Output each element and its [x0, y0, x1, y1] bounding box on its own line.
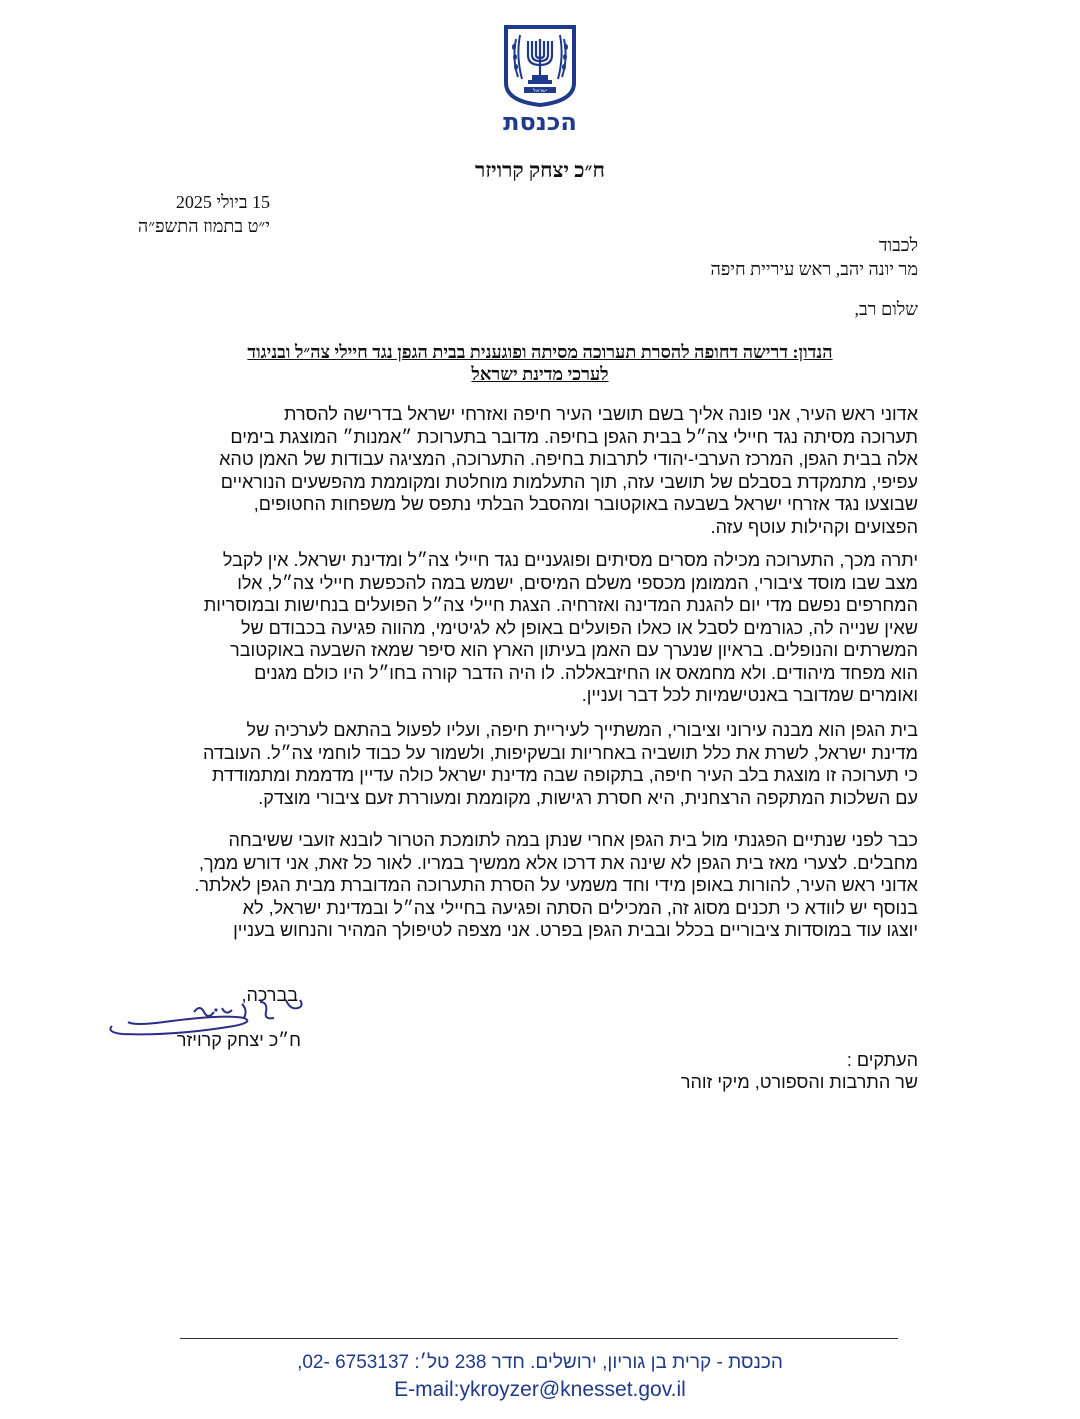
- org-name: הכנסת: [503, 108, 577, 136]
- date-gregorian: 15 ביולי 2025: [175, 192, 270, 212]
- body-paragraph: [160, 829, 918, 942]
- subject-line: לערכי מדינת ישראל: [471, 364, 609, 384]
- recipient-name: מר יונה יהב, ראש עיריית חיפה: [710, 259, 918, 279]
- footer-address: הכנסת - קרית בן גוריון, ירושלים. חדר 238 טל׳: 6753137 -02,: [297, 1352, 783, 1373]
- signer-name: ח״כ יצחק קרויזר: [176, 1030, 301, 1050]
- body-line: הפצועים וקהילות עוטף עזה.: [710, 516, 918, 537]
- body-line: כבר לפני שנתיים הפגנתי מול בית הגפן אחרי שנתן במה לתומכת הטרור לובנא זועבי ששיבחה: [228, 830, 918, 850]
- body-line: אדוני ראש העיר, להורות באופן מידי וחד משמעי על הסרת התערוכה המדוברת מבית הגפן לאלתר.: [194, 875, 918, 895]
- body-line: המחרפים נפשם מדי יום להגנת המדינה ואזרחיה. הצגת חיילי צה״ל הפועלים בנחישות ובמוסריות: [203, 595, 918, 615]
- body-paragraph: [160, 719, 918, 809]
- cc-item: שר התרבות והספורט, מיקי זוהר: [680, 1072, 918, 1092]
- footer-divider: [180, 1338, 898, 1339]
- footer-email[interactable]: E-mail:ykroyzer@knesset.gov.il: [394, 1378, 686, 1401]
- body-line: המשרתים והנופלים. בראיון שנערך עם האמן בעיתון הארץ הוא סיפר שמאז השבעה באוקטובר: [230, 640, 918, 660]
- closing-blessing: בברכה,: [241, 985, 298, 1005]
- body-line: תערוכה מסיתה נגד חיילי צה״ל בבית הגפן בחיפה. מדובר בתערוכת ״אמנות״ המוצגת בימים: [230, 426, 918, 447]
- greeting: שלום רב,: [854, 299, 918, 319]
- body-line: בית הגפן הוא מבנה עירוני וציבורי, המשתייך לעיריית חיפה, ועליו לפעול בהתאם לערכיה של: [246, 720, 918, 740]
- body-line: בנוסף יש לוודא כי תכנים מסוג זה, המכילים הסתה ופגיעה בחיילי צה״ל ובמדינת ישראל, לא: [242, 897, 918, 918]
- subject-line: הנדון: דרישה דחופה להסרת תערוכה מסיתה ופוגענית בבית הגפן נגד חיילי צה״ל ובניגוד: [247, 342, 833, 362]
- mk-name: ח״כ יצחק קרויזר: [475, 158, 605, 182]
- body-line: מדינת ישראל, לשרת את כלל תושביה באחריות ובשקיפות, ולשמור על כבוד לוחמי צה״ל. העובדה: [202, 742, 918, 763]
- body-line: יוצגו עוד במוסדות ציבוריים בכלל ובבית הגפן בפרט. אני מצפה לטיפולך המהיר והנחוש בעניין: [233, 920, 918, 940]
- knesset-menorah-emblem-icon: [502, 25, 578, 107]
- svg-text:ישראל: ישראל: [533, 88, 547, 94]
- body-line: הוא מפחד מיהודים. ולא מחמאס או החיזבאללה. לו היה הדבר קורה בחו״ל היו כולם מגנים: [254, 662, 918, 683]
- recipient-label: לכבוד: [878, 235, 918, 255]
- body-line: עפיפי, מתמקדת בסבלם של תושבי עזה, תוך התעלמות מוחלטת ומקוממת מהפשעים הנוראיים: [220, 471, 918, 492]
- body-paragraph: [160, 403, 918, 538]
- subject: [0, 341, 1080, 385]
- body-line: כי תערוכה זו מוצגת בלב העיר חיפה, בתקופה שבה מדינת ישראל כולה עדיין מדממת ומתמודדת: [211, 765, 918, 785]
- body-line: שאין שנייה לה, כגורמים לסבל או כאלו הפועלים באופן לא לגיטימי, מהווה פגיעה בכבודם של: [240, 617, 918, 638]
- body-line: אדוני ראש העיר, אני פונה אליך בשם תושבי העיר חיפה ואזרחי ישראל בדרישה להסרת: [284, 404, 918, 424]
- cc-label: העתקים :: [846, 1050, 918, 1070]
- body-paragraph: [160, 549, 918, 707]
- body-line: אלה בבית הגפן, המרכז הערבי-יהודי לתרבות בחיפה. התערוכה, המציגה עבודות של האמן טהא: [219, 449, 918, 469]
- body-line: מצב שבו מוסד ציבורי, הממומן מכספי משלם המיסים, ישמש במה להכפשת חיילי צה״ל, אלו: [237, 572, 918, 593]
- body-line: עם השלכות המתקפה הרצחנית, היא חסרת רגישות, מקוממת ומעוררת זעם ציבורי מוצדק.: [258, 787, 918, 808]
- date-hebrew: י״ט בתמוז התשפ״ה: [137, 216, 270, 236]
- body-line: ואומרים שמדובר באנטישמיות לכל דבר ועניין.: [581, 685, 918, 705]
- body-line: מחבלים. לצערי מאז בית הגפן לא שינה את דרכו אלא ממשיך במריו. לאור כל זאת, אני דורש ממך,: [198, 852, 918, 873]
- body-line: יתרה מכך, התערוכה מכילה מסרים מסיתים ופוגעניים נגד חיילי צה״ל ומדינת ישראל. אין לקבל: [222, 550, 918, 570]
- body-line: שבוצעו נגד אזרחי ישראל בשבעה באוקטובר ומהסבל הבלתי נתפס של משפחות החטופים,: [253, 494, 918, 514]
